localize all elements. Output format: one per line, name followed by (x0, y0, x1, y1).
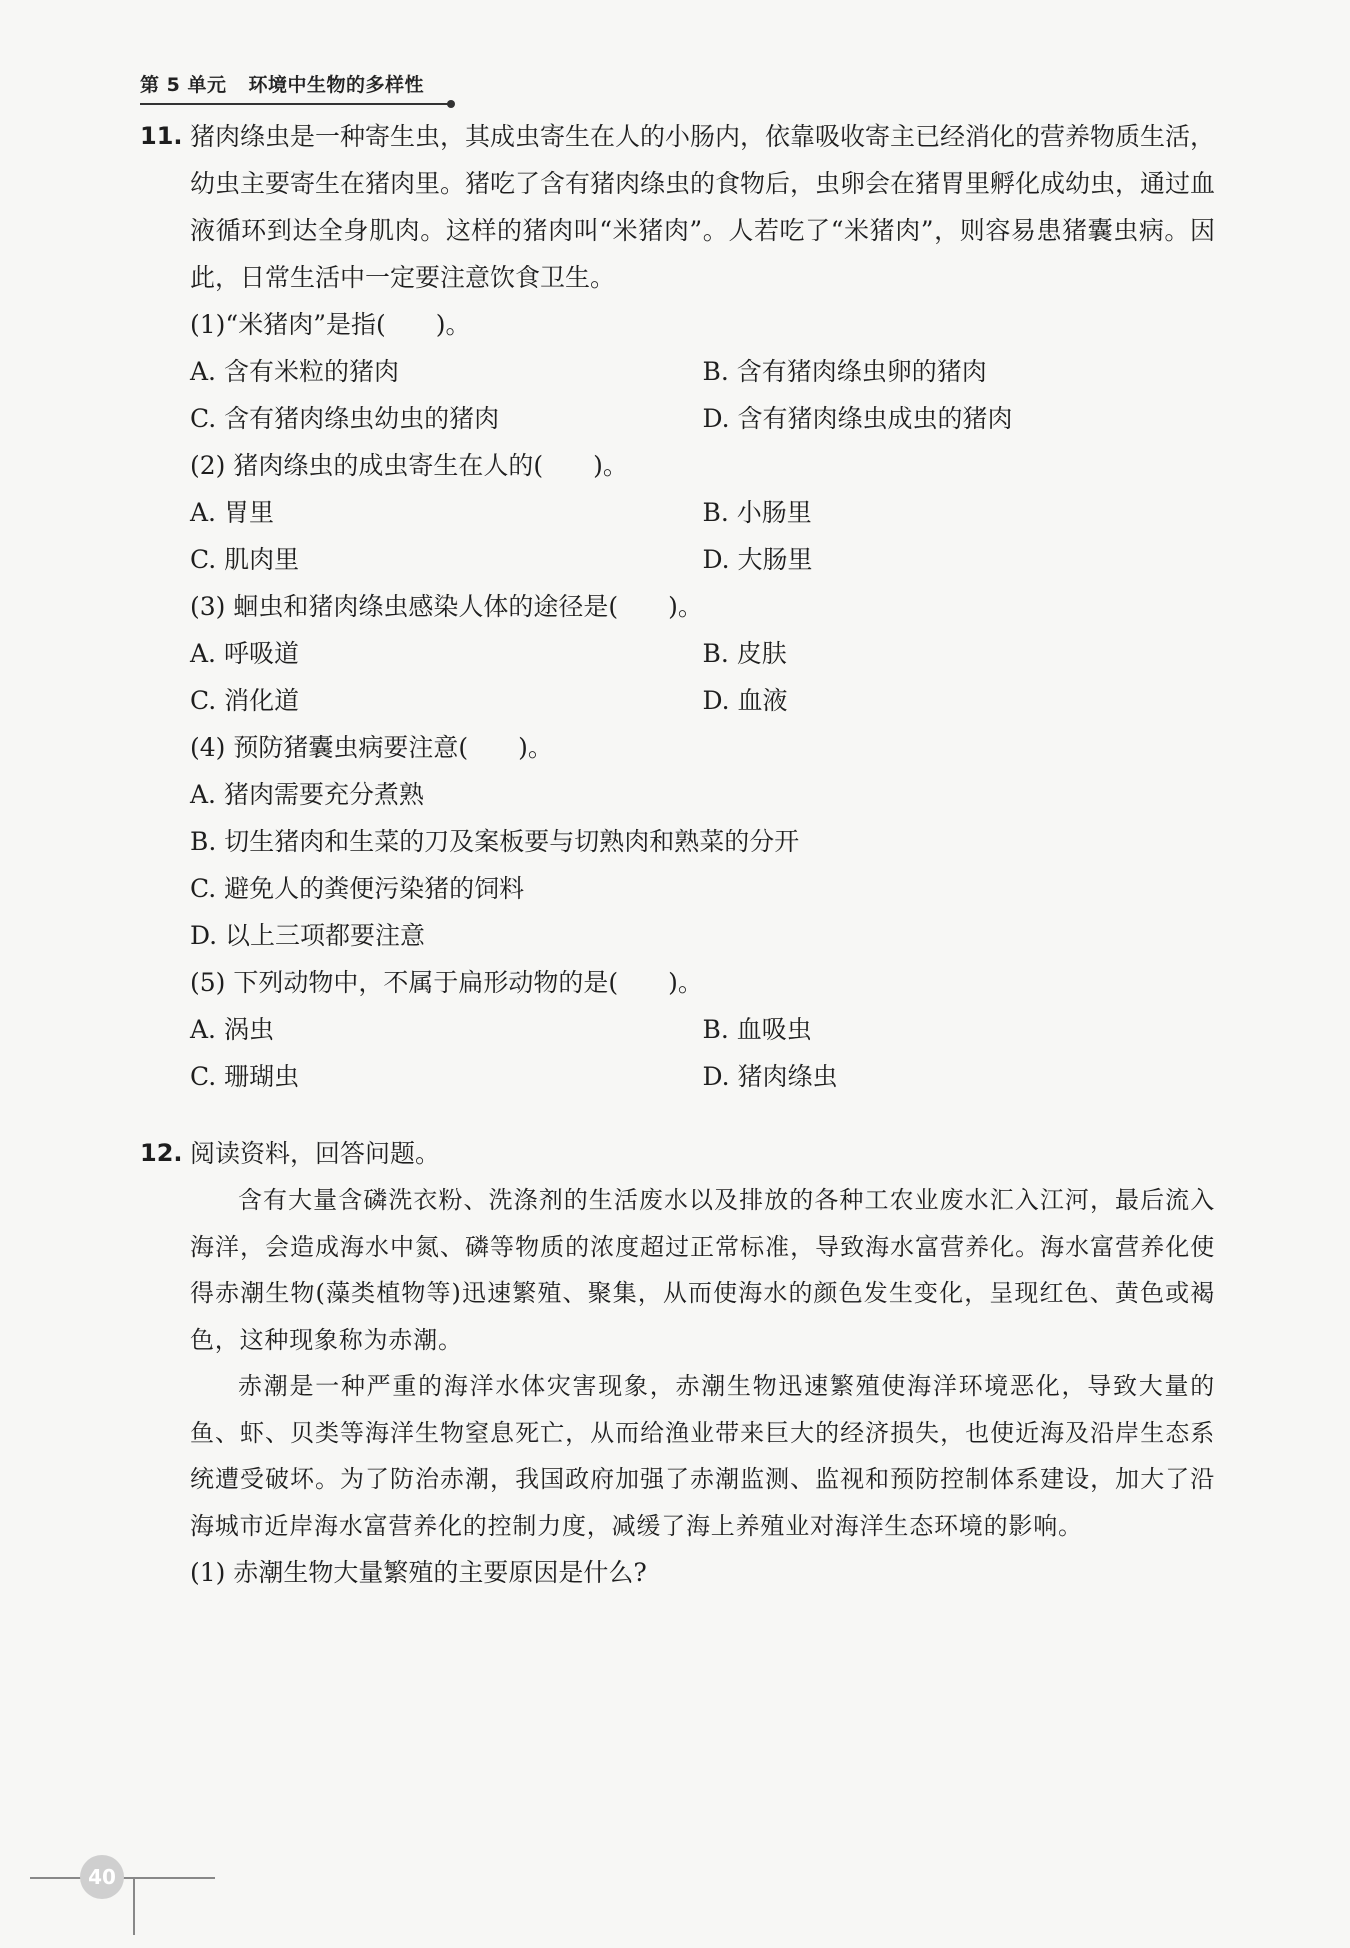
option-a: A. 呼吸道 (190, 639, 299, 668)
option-a: A. 涡虫 (190, 1015, 274, 1044)
passage-paragraph-1: 含有大量含磷洗衣粉、洗涤剂的生活废水以及排放的各种工农业废水汇入江河，最后流入海洋，会造成海水中氮、磷等物质的浓度超过正常标准，导致海水富营养化。海水富营养化使得赤潮生物(藻类植物等)迅速繁殖、聚集，从而使海水的颜色发生变化，呈现红色、黄色或褐色，这种现象称为赤潮。 (190, 1186, 1215, 1354)
unit-title: 环境中生物的多样性 (248, 74, 424, 96)
sub-question-5: (5) 下列动物中，不属于扁形动物的是( )。 (190, 968, 703, 997)
option-c: C. 消化道 (190, 686, 300, 715)
option-d: D. 以上三项都要注意 (190, 921, 426, 950)
options-row (190, 395, 1215, 442)
option-c: C. 避免人的粪便污染猪的饲料 (190, 874, 525, 903)
options-row (190, 348, 1215, 395)
page-header (140, 70, 450, 105)
footer-vertical-line (133, 1877, 135, 1935)
option-c: C. 含有猪肉绦虫幼虫的猪肉 (190, 404, 500, 433)
option-d: D. 含有猪肉绦虫成虫的猪肉 (702, 404, 1013, 433)
options-row (190, 630, 1215, 677)
options-row (190, 912, 1215, 959)
option-d: D. 血液 (702, 686, 788, 715)
header-text (140, 70, 450, 97)
options-row (190, 677, 1215, 724)
options-row (190, 818, 1215, 865)
option-b: B. 皮肤 (702, 639, 787, 668)
question-stem: 阅读资料，回答问题。 (190, 1139, 441, 1168)
options-row (190, 1053, 1215, 1100)
question-number: 11. (140, 122, 183, 150)
reading-passage (190, 1177, 1215, 1549)
option-a: A. 含有米粒的猪肉 (190, 357, 399, 386)
option-c: C. 珊瑚虫 (190, 1062, 300, 1091)
page-footer (30, 1855, 220, 1935)
options-row (190, 1006, 1215, 1053)
sub-question-1: (1)“米猪肉”是指( )。 (190, 310, 471, 339)
option-d: D. 猪肉绦虫 (702, 1062, 838, 1091)
page-number: 40 (88, 1865, 116, 1889)
options-row (190, 771, 1215, 818)
sub-question-2: (2) 猪肉绦虫的成虫寄生在人的( )。 (190, 451, 628, 480)
sub-question-3: (3) 蛔虫和猪肉绦虫感染人体的途径是( )。 (190, 592, 703, 621)
options-row (190, 865, 1215, 912)
question-12 (140, 1130, 1215, 1596)
sub-question-1: (1) 赤潮生物大量繁殖的主要原因是什么? (190, 1558, 647, 1587)
option-a: A. 猪肉需要充分煮熟 (190, 780, 424, 809)
option-b: B. 血吸虫 (702, 1015, 812, 1044)
options-row (190, 489, 1215, 536)
options-row (190, 536, 1215, 583)
option-b: B. 切生猪肉和生菜的刀及案板要与切熟肉和熟菜的分开 (190, 827, 800, 856)
unit-label: 第 5 单元 (140, 74, 227, 96)
passage-paragraph-2: 赤潮是一种严重的海洋水体灾害现象，赤潮生物迅速繁殖使海洋环境恶化，导致大量的鱼、虾、贝类等海洋生物窒息死亡，从而给渔业带来巨大的经济损失，也使近海及沿岸生态系统遭受破坏。为了防治赤潮，我国政府加强了赤潮监测、监视和预防控制体系建设，加大了沿海城市近岸海水富营养化的控制力度，减缓了海上养殖业对海洋生态环境的影响。 (190, 1372, 1215, 1540)
question-11 (140, 113, 1215, 1100)
option-b: B. 含有猪肉绦虫卵的猪肉 (702, 357, 987, 386)
question-number: 12. (140, 1139, 183, 1167)
header-rule (140, 103, 450, 105)
option-c: C. 肌肉里 (190, 545, 300, 574)
sub-question-4: (4) 预防猪囊虫病要注意( )。 (190, 733, 553, 762)
question-stem: 猪肉绦虫是一种寄生虫，其成虫寄生在人的小肠内，依靠吸收寄主已经消化的营养物质生活，幼虫主要寄生在猪肉里。猪吃了含有猪肉绦虫的食物后，虫卵会在猪胃里孵化成幼虫，通过血液循环到达全身肌肉。这样的猪肉叫“米猪肉”。人若吃了“米猪肉”，则容易患猪囊虫病。因此，日常生活中一定要注意饮食卫生。 (190, 122, 1216, 292)
option-a: A. 胃里 (190, 498, 274, 527)
option-d: D. 大肠里 (702, 545, 813, 574)
option-b: B. 小肠里 (702, 498, 812, 527)
